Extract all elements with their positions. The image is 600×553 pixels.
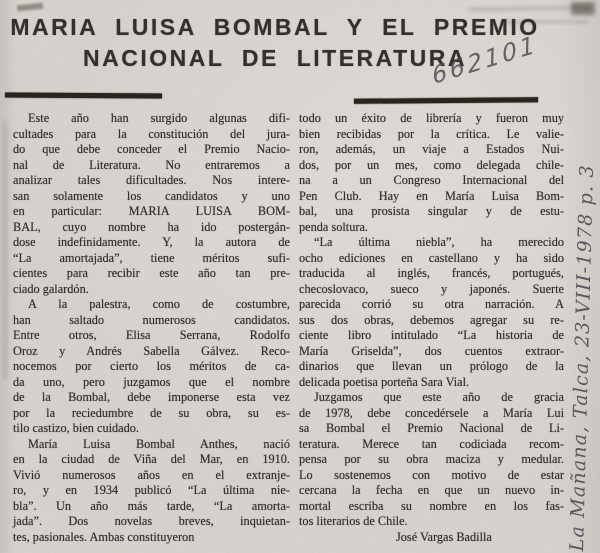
article-column-right	[299, 111, 564, 545]
text-line: “La amortajada”, tiene méritos sufi-	[13, 250, 290, 265]
text-line: delicada poetisa porteña Sara Vial.	[299, 374, 470, 389]
text-line: todo un éxito de librería y fueron muy	[299, 111, 564, 125]
text-line: A la palestra, como de costumbre,	[28, 297, 290, 311]
text-line: por la reciedumbre de su obra, su es-	[13, 405, 290, 420]
article-column-left	[13, 111, 290, 545]
column-rule-right	[354, 97, 538, 104]
text-line: checoslovaco, sueco y japonés. Suerte	[299, 281, 564, 296]
text-line: nal de Literatura. No entraremos a	[13, 157, 290, 172]
text-line: María Griselda”, dos cuentos extraor-	[299, 343, 564, 358]
text-line: dose indefinidamente. Y, la autora de	[13, 235, 290, 249]
paragraph	[299, 111, 564, 235]
text-line: traducida al inglés, francés, portugués,	[299, 266, 564, 280]
text-line: mortal escriba su nombre en los fas-	[299, 498, 564, 513]
byline: José Vargas Badilla	[396, 529, 492, 544]
text-line: bien recibidas por la crítica. Le valie-	[299, 126, 564, 141]
text-line: Vivió numerosos años en el extranje-	[13, 467, 290, 482]
column-rule-left	[5, 92, 162, 98]
text-line: en la ciudad de Viña del Mar, en 1910.	[13, 452, 290, 466]
text-line: parecida corrió su otra narración. A	[299, 297, 564, 311]
text-line: “La última niebla”, ha merecido	[314, 235, 564, 249]
text-line: María Luisa Bombal Anthes, nació	[28, 436, 290, 451]
text-line: sa Bombal el Premio Nacional de Li-	[299, 421, 564, 435]
text-line: bla”. Un año más tarde, “La amorta-	[13, 498, 290, 513]
text-line: cultades para la constitución del jura-	[13, 126, 290, 141]
scan-smudge-top-left	[17, 3, 43, 12]
text-line: bal, una prosista singular y de estu-	[299, 204, 564, 218]
text-line: sus dos obras, debemos agregar su re-	[299, 312, 564, 327]
text-line: de 1978, debe concedérsele a María Lui	[299, 405, 564, 420]
paragraph	[13, 437, 290, 546]
headline-line-2: NACIONAL DE LITERATURA	[83, 45, 467, 71]
text-line: analizar tales dificultades. Nos intere-	[13, 173, 290, 187]
text-line: Pen Club. Hay en María Luisa Bom-	[299, 188, 564, 203]
text-line: dos, por un mes, como delegada chile-	[299, 157, 564, 172]
text-line: da uno, pero juzgamos que el nombre	[13, 374, 290, 389]
text-line: cientes para recibir este año tan pre-	[13, 266, 290, 280]
text-line: jada”. Dos novelas breves, inquietan-	[13, 514, 290, 528]
paragraph	[299, 390, 564, 530]
text-line: Entre otros, Elisa Serrana, Rodolfo	[13, 328, 290, 342]
handwritten-source-note: La Mañana, Talca, 23-VIII-1978 p. 3	[566, 163, 599, 552]
paragraph	[13, 111, 290, 297]
handwritten-catalog-number: 662101	[430, 30, 540, 90]
text-line: tilo castizo, bien cuidado.	[13, 421, 140, 435]
text-line: penda soltura.	[299, 219, 368, 234]
text-line: han saltado numerosos candidatos.	[13, 312, 290, 327]
text-line: cercana la fecha en que un nuevo in-	[299, 483, 564, 497]
text-line: san solamente los candidatos y uno	[13, 188, 290, 203]
text-line: nocemos por cierto los méritos de ca-	[13, 359, 290, 373]
text-line: Este año han surgido algunas difi-	[28, 111, 290, 125]
text-line: Juzgamos que este año de gracia	[314, 390, 564, 404]
paragraph	[13, 297, 290, 437]
text-line: teratura. Merece tan codiciada recom-	[299, 436, 564, 451]
headline-line-1: MARIA LUISA BOMBAL Y EL PREMIO	[10, 14, 540, 40]
paragraph	[299, 235, 564, 390]
text-line: pensa por su obra maciza y medular.	[299, 452, 564, 466]
text-line: na a un Congreso Internacional del	[299, 173, 564, 187]
text-line: BAL, cuyo nombre ha ido postergán-	[13, 219, 290, 234]
text-line: ro, y en 1934 publicó “La última nie-	[13, 483, 290, 497]
text-line: Lo sostenemos con motivo de estar	[299, 467, 564, 482]
text-line: Oroz y Andrés Sabella Gálvez. Reco-	[13, 343, 290, 358]
text-line: do que debe conceder el Premio Nacio-	[13, 142, 290, 156]
text-line: ron, además, un viaje a Estados Nui-	[299, 142, 564, 156]
text-line: dinarios que llevan un prólogo de la	[299, 359, 564, 373]
text-line: de la Bombal, debe imponerse esta vez	[13, 390, 290, 404]
ink-bleedthrough	[2, 120, 8, 380]
text-line: tos literarios de Chile.	[299, 514, 408, 528]
text-line: ciado galardón.	[13, 281, 89, 296]
text-line: ocho ediciones en castellano y ha sido	[299, 250, 564, 265]
text-line: tes, pasionales. Ambas constituyeron	[13, 529, 195, 544]
text-line: en particular: MARIA LUISA BOM-	[13, 204, 290, 218]
text-line: ciente libro intitulado “La historia de	[299, 328, 564, 342]
